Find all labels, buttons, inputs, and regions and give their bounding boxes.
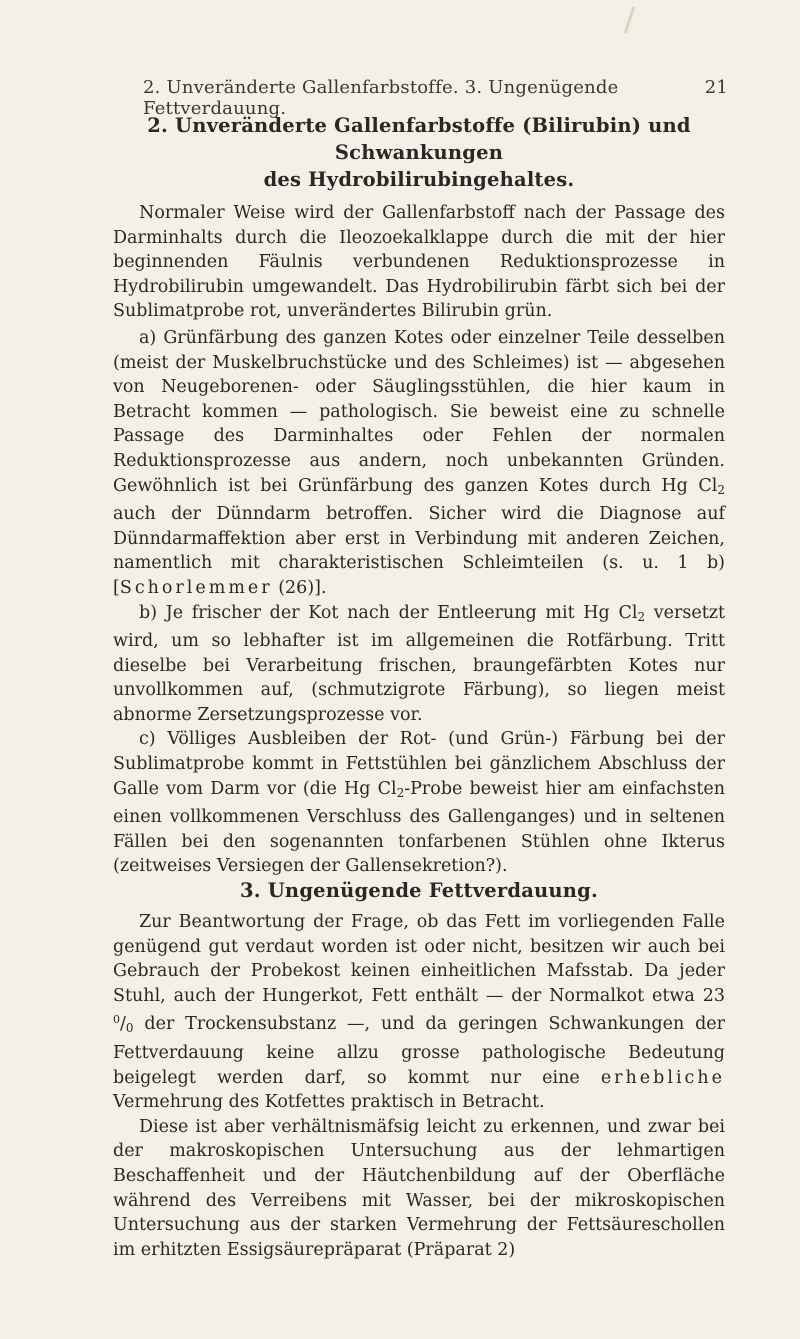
page-number: 21: [704, 77, 728, 98]
running-head-title: 2. Unveränderte Gallenfarbstoffe. 3. Ungenügende Fettverdauung.: [143, 77, 619, 119]
emphasis-erhebliche: erhebliche: [600, 1067, 725, 1088]
paragraph-c-text-1: c) Völliges Ausbleiben der Rot- (und Grün-) Färbung bei der Sublimatprobe kommt in Fettstühlen bei gänzlichem Abschluss der Galle vom Darm vor (die Hg Cl: [113, 729, 725, 799]
paragraph-c-text-2: -Probe beweist hier am einfachsten einen vollkommenen Verschluss des Gallenganges) und in seltenen Fällen bei den sogenannten tonfarbenen Stühlen ohne Ikterus (zeitweises Versiegen der Gallensekretion?).: [113, 778, 725, 877]
section-3-paragraph-1: [113, 910, 725, 1115]
paragraph-b-text-1: b) Je frischer der Kot nach der Entleerung mit Hg Cl: [139, 602, 638, 623]
section-2-heading-line2: des Hydrobilirubingehaltes.: [263, 168, 575, 191]
paragraph-a-text-2: auch der Dünndarm betroffen. Sicher wird die Diagnose auf Dünndarmaffektion aber erst in Verbindung mit anderen Zeichen, namentlich mit charakteristischen Schleimteilen (s. u. 1 b) [: [113, 504, 725, 598]
section-2-heading: [113, 112, 725, 193]
author-citation: Schorlemmer: [119, 577, 273, 598]
paragraph-b: [113, 601, 725, 728]
section-3-p1-text-1: Zur Beantwortung der Frage, ob das Fett im vorliegenden Falle genügend gut verdaut worden ist oder nicht, besitzen wir auch bei Gebrauch der Probekost keinen einheitlichen Mafsstab. Da jeder Stuhl, auch der Hungerkot, Fett enthält — der Normalkot etwa 23: [113, 912, 725, 1006]
section-2-heading-line1: 2. Unveränderte Gallenfarbstoffe (Bilirubin) und Schwankungen: [147, 114, 691, 164]
section-2-intro: Normaler Weise wird der Gallenfarbstoff nach der Passage des Darminhalts durch die Ileozoekalklappe durch die mit der hier beginnenden Fäulnis verbundenen Reduktionsprozesse in Hydrobilirubin umgewandelt. Das Hydrobilirubin färbt sich bei der Sublimatprobe rot, unverändertes Bilirubin grün.: [113, 203, 725, 322]
paragraph-a-text-1: a) Grünfärbung des ganzen Kotes oder einzelner Teile desselben (meist der Muskelbruchstücke und des Schleimes) ist — abgesehen von Neugeborenen- oder Säuglingsstühlen, die hier kaum in Betracht kommen — pathologisch. Sie beweist eine zu schnelle Passage des Darminhaltes oder Fehlen der normalen Reduktionsprozesse aus andern, noch unbekannten Gründen. Gewöhnlich ist bei Grünfärbung des ganzen Kotes durch Hg Cl: [113, 327, 725, 496]
pencil-mark: [624, 6, 636, 34]
paragraph-a-text-3: (26)].: [272, 577, 327, 598]
paragraph-a: [113, 326, 725, 601]
percent-sup: 0: [113, 1013, 120, 1027]
paragraph-c: [113, 727, 725, 879]
percent-slash: /: [120, 1014, 126, 1035]
paragraph-b-text-2: versetzt wird, um so lebhafter ist im allgemeinen die Rotfärbung. Tritt dieselbe bei Verarbeitung frischen, braungefärbten Kotes nur unvollkommen auf, (schmutzigrote Färbung), so liegen meist abnorme Zersetzungsprozesse vor.: [113, 602, 725, 725]
paragraph-c-subscript: 2: [396, 785, 405, 800]
section-3: [113, 877, 725, 1262]
section-2: [113, 112, 725, 879]
section-3-heading: 3. Ungenügende Fettverdauung.: [239, 879, 598, 902]
section-3-p1-text-3: Vermehrung des Kotfettes praktisch in Betracht.: [113, 1092, 545, 1113]
percent-sub: 0: [125, 1021, 134, 1036]
section-3-paragraph-2: Diese ist aber verhältnismäfsig leicht zu erkennen, und zwar bei der makroskopischen Untersuchung aus der lehmartigen Beschaffenheit und der Häutchenbildung auf der Oberfläche während des Verreibens mit Wasser, bei der mikroskopischen Untersuchung aus der starken Vermehrung der Fettsäureschollen im erhitzten Essigsäurepräparat (Präparat 2): [113, 1116, 725, 1260]
paragraph-b-subscript: 2: [637, 609, 646, 624]
section-3-p1-text-2: der Trockensubstanz —, und da geringen Schwankungen der Fettverdauung keine allzu grosse pathologische Bedeutung beigelegt werden darf, so kommt nur eine: [113, 1014, 725, 1088]
paragraph-a-subscript: 2: [717, 482, 725, 497]
